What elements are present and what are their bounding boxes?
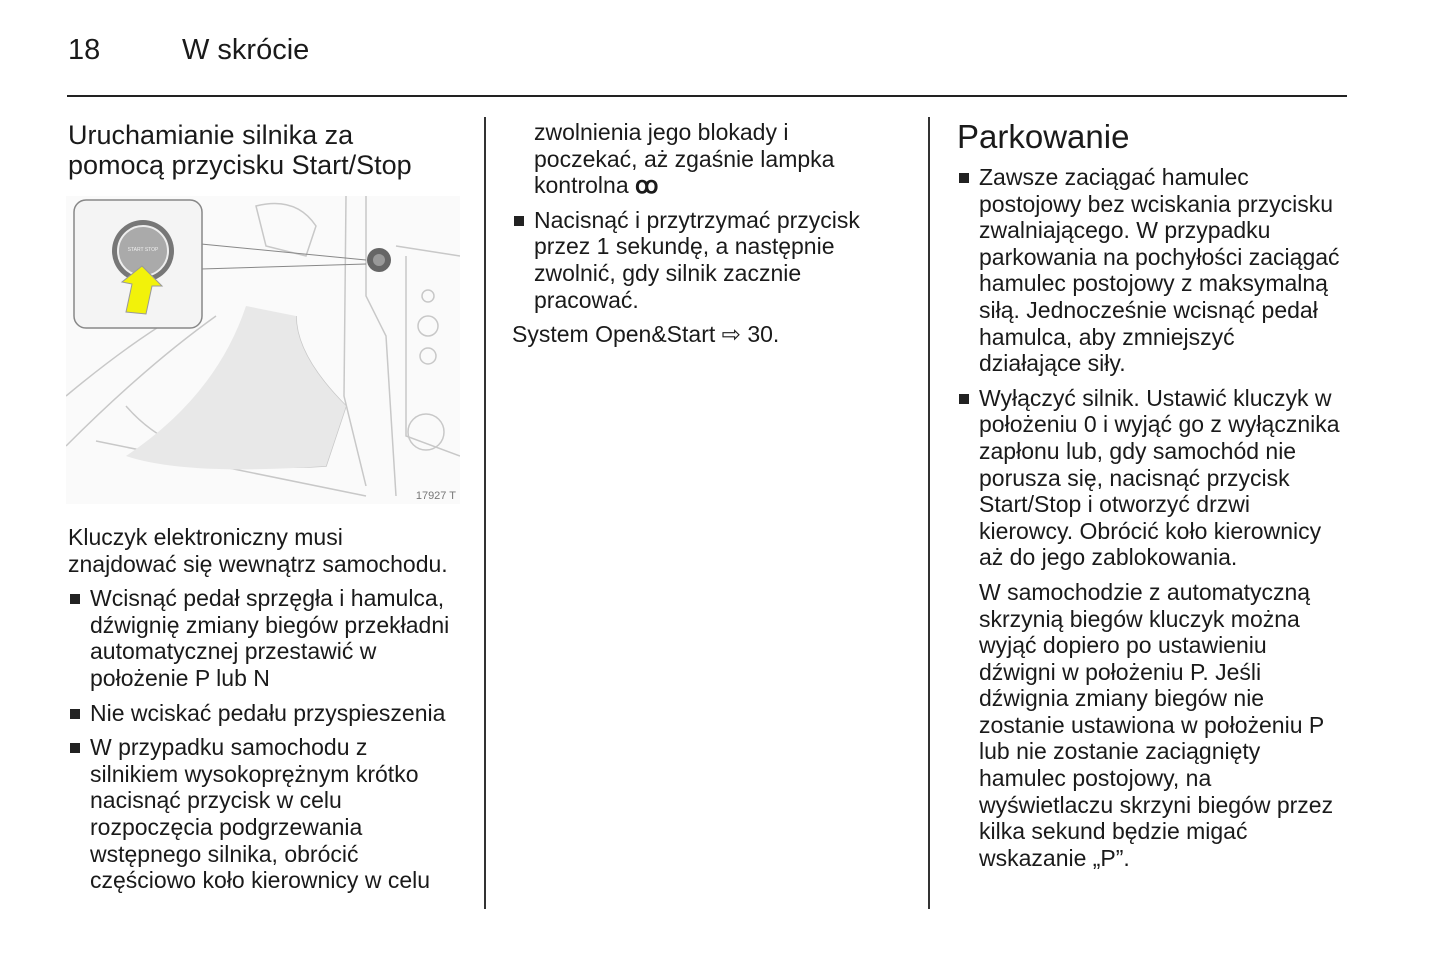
bullet-item: [512, 207, 860, 313]
bullet-item: [68, 585, 449, 691]
glow-plug-icon: ꝏ: [635, 172, 659, 199]
text-line: wskazanie „P”.: [979, 844, 1130, 871]
bullet-item: [68, 700, 449, 727]
column-divider: [484, 117, 486, 909]
text-line: wyjąć dopiero po ustawieniu: [979, 632, 1267, 659]
start-stop-button-label: START STOP: [127, 247, 159, 253]
text-line: hamulca, aby zmniejszyć: [979, 323, 1235, 350]
intro-paragraph: [68, 524, 449, 577]
col3-text: [957, 164, 1340, 871]
text-line: silnikiem wysokoprężnym krótko: [90, 760, 419, 787]
text-line: położenie P lub N: [90, 664, 270, 691]
text-line: zwalniającego. W przypadku: [979, 217, 1271, 244]
text-line: hamulec postojowy z maksymalną: [979, 270, 1328, 297]
bullet-item: [957, 164, 1340, 377]
start-stop-illustration: [66, 196, 460, 504]
section-heading-start-stop: [68, 120, 412, 180]
text-line: kilka sekund będzie migać: [979, 818, 1248, 845]
note-paragraph: [957, 579, 1340, 872]
continued-bullet: [512, 119, 860, 199]
text-line: Start/Stop i otworzyć drzwi: [979, 491, 1250, 518]
text-line: aż do jego zablokowania.: [979, 544, 1238, 571]
col2-text: [512, 119, 860, 348]
text-line: postojowy bez wciskania przycisku: [979, 190, 1334, 217]
page-number: 18: [68, 34, 101, 66]
text-line: dźwigni w położeniu P. Jeśli: [979, 658, 1262, 685]
text-line: pracować.: [534, 286, 639, 313]
text-line: lub nie zostanie zaciągnięty: [979, 738, 1261, 765]
section-heading-parking: Parkowanie: [957, 118, 1130, 155]
text-line: przez 1 sekundę, a następnie: [534, 233, 835, 260]
text-line: kontrolna: [534, 172, 629, 199]
text-line: Nie wciskać pedału przyspieszenia: [90, 699, 446, 726]
text-line: położeniu 0 i wyjąć go z wyłącznika: [979, 411, 1340, 438]
text-line: porusza się, nacisnąć przycisk: [979, 464, 1290, 491]
text-line: Zawsze zaciągać hamulec: [979, 164, 1249, 190]
header-rule: [67, 95, 1347, 97]
text-line: zwolnić, gdy silnik zacznie: [534, 259, 802, 286]
text-line: zwolnienia jego blokady i: [534, 119, 789, 145]
text-line: zostanie ustawiona w położeniu P: [979, 711, 1325, 738]
figure-reference: 17927 T: [415, 490, 456, 502]
cross-reference[interactable]: [512, 321, 860, 348]
heading-line: pomocą przycisku Start/Stop: [68, 150, 412, 180]
text-line: wyświetlaczu skrzyni biegów przez: [979, 791, 1334, 818]
text-line: częściowo koło kierownicy w celu: [90, 867, 431, 894]
text-line: dźwignia zmiany biegów nie: [979, 685, 1265, 712]
reference-page: 30.: [747, 321, 780, 348]
text-line: wstępnego silnika, obrócić: [90, 840, 359, 867]
text-line: kierowcy. Obrócić koło kierownicy: [979, 517, 1322, 544]
bullet-item: [68, 734, 449, 894]
text-line: parkowania na pochyłości zaciągać: [979, 243, 1340, 270]
text-line: W samochodzie z automatyczną: [979, 578, 1311, 605]
arrow-right-icon: ⇨: [721, 321, 741, 348]
text-line: siłą. Jednocześnie wcisnąć pedał: [979, 296, 1318, 323]
text-line: Nacisnąć i przytrzymać przycisk: [534, 206, 860, 233]
text-line: W przypadku samochodu z: [90, 734, 368, 761]
text-line: zapłonu lub, gdy samochód nie: [979, 437, 1297, 464]
heading-line: Uruchamianie silnika za: [68, 120, 354, 150]
text-line: nacisnąć przycisk w celu: [90, 787, 342, 814]
text-line: dźwignię zmiany biegów przekładni: [90, 611, 450, 638]
text-line: działające siły.: [979, 350, 1126, 377]
text-line: hamulec postojowy, na: [979, 765, 1212, 792]
col1-text: [68, 524, 449, 894]
text-line: skrzynią biegów kluczyk można: [979, 605, 1300, 632]
text-line: znajdować się wewnątrz samochodu.: [68, 550, 448, 577]
text-line: rozpoczęcia podgrzewania: [90, 813, 363, 840]
column-divider: [928, 117, 930, 909]
text-line: automatycznej przestawić w: [90, 638, 377, 665]
reference-text: System Open&Start: [512, 321, 716, 348]
bullet-item: [957, 385, 1340, 571]
text-line: Wcisnąć pedał sprzęgła i hamulca,: [90, 585, 445, 612]
chapter-title: W skrócie: [182, 34, 310, 66]
text-line: Wyłączyć silnik. Ustawić kluczyk w: [979, 384, 1332, 411]
dashboard-drawing: [66, 196, 460, 504]
text-line: poczekać, aż zgaśnie lampka: [534, 145, 835, 172]
text-line: Kluczyk elektroniczny musi: [68, 524, 343, 550]
